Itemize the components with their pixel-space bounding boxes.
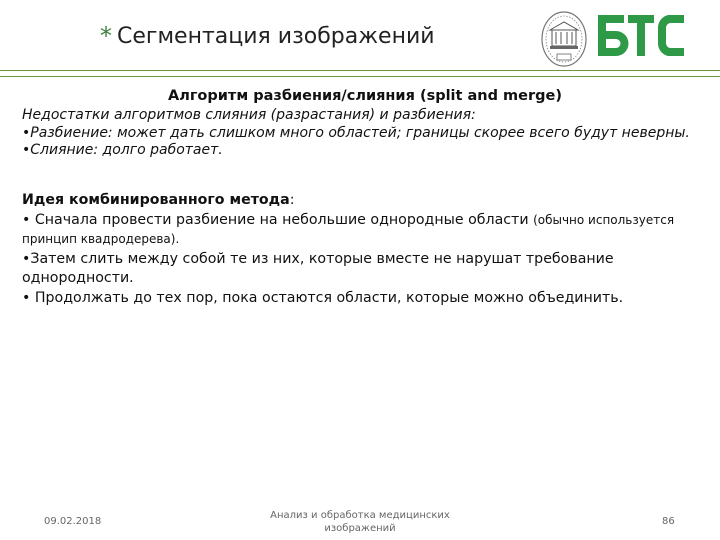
drawbacks-heading: Недостатки алгоритмов слияния (разрастания) и разбиения:	[22, 107, 476, 123]
university-seal-icon	[540, 10, 588, 68]
drawback-split: •Разбиение: может дать слишком много областей; границы скорее всего будут неверны.	[22, 124, 690, 141]
footer-page-number: 86	[662, 516, 675, 527]
drawback-merge: •Слияние: долго работает.	[22, 142, 223, 158]
slide-title: Сегментация изображений	[117, 24, 435, 49]
footer-date: 09.02.2018	[44, 516, 102, 527]
btc-logo-icon	[596, 13, 686, 58]
combined-method-block	[22, 191, 712, 308]
header-rule-bottom	[0, 76, 720, 77]
idea-step-3: • Продолжать до тех пор, пока остаются области, которые можно объединить.	[22, 289, 624, 306]
header-rule-top	[0, 70, 720, 71]
idea-step-1-text: • Сначала провести разбиение на небольшие однородные области	[22, 211, 529, 228]
footer-course: Анализ и обработка медицинских изображений	[270, 510, 450, 534]
title-star: *	[100, 22, 112, 50]
slide-subtitle: Алгоритм разбиения/слияния (split and merge)	[168, 88, 562, 104]
drawbacks-block	[22, 107, 707, 160]
idea-step-2: •Затем слить между собой те из них, которые вместе не нарушат требование однородности.	[22, 250, 614, 286]
idea-heading-line	[22, 191, 712, 211]
idea-step-1	[22, 211, 712, 250]
idea-heading: Идея комбинированного метода	[22, 192, 290, 208]
idea-step-1-note: (обычно используется принцип квадродерева).	[22, 212, 675, 246]
idea-heading-colon: :	[289, 192, 295, 208]
